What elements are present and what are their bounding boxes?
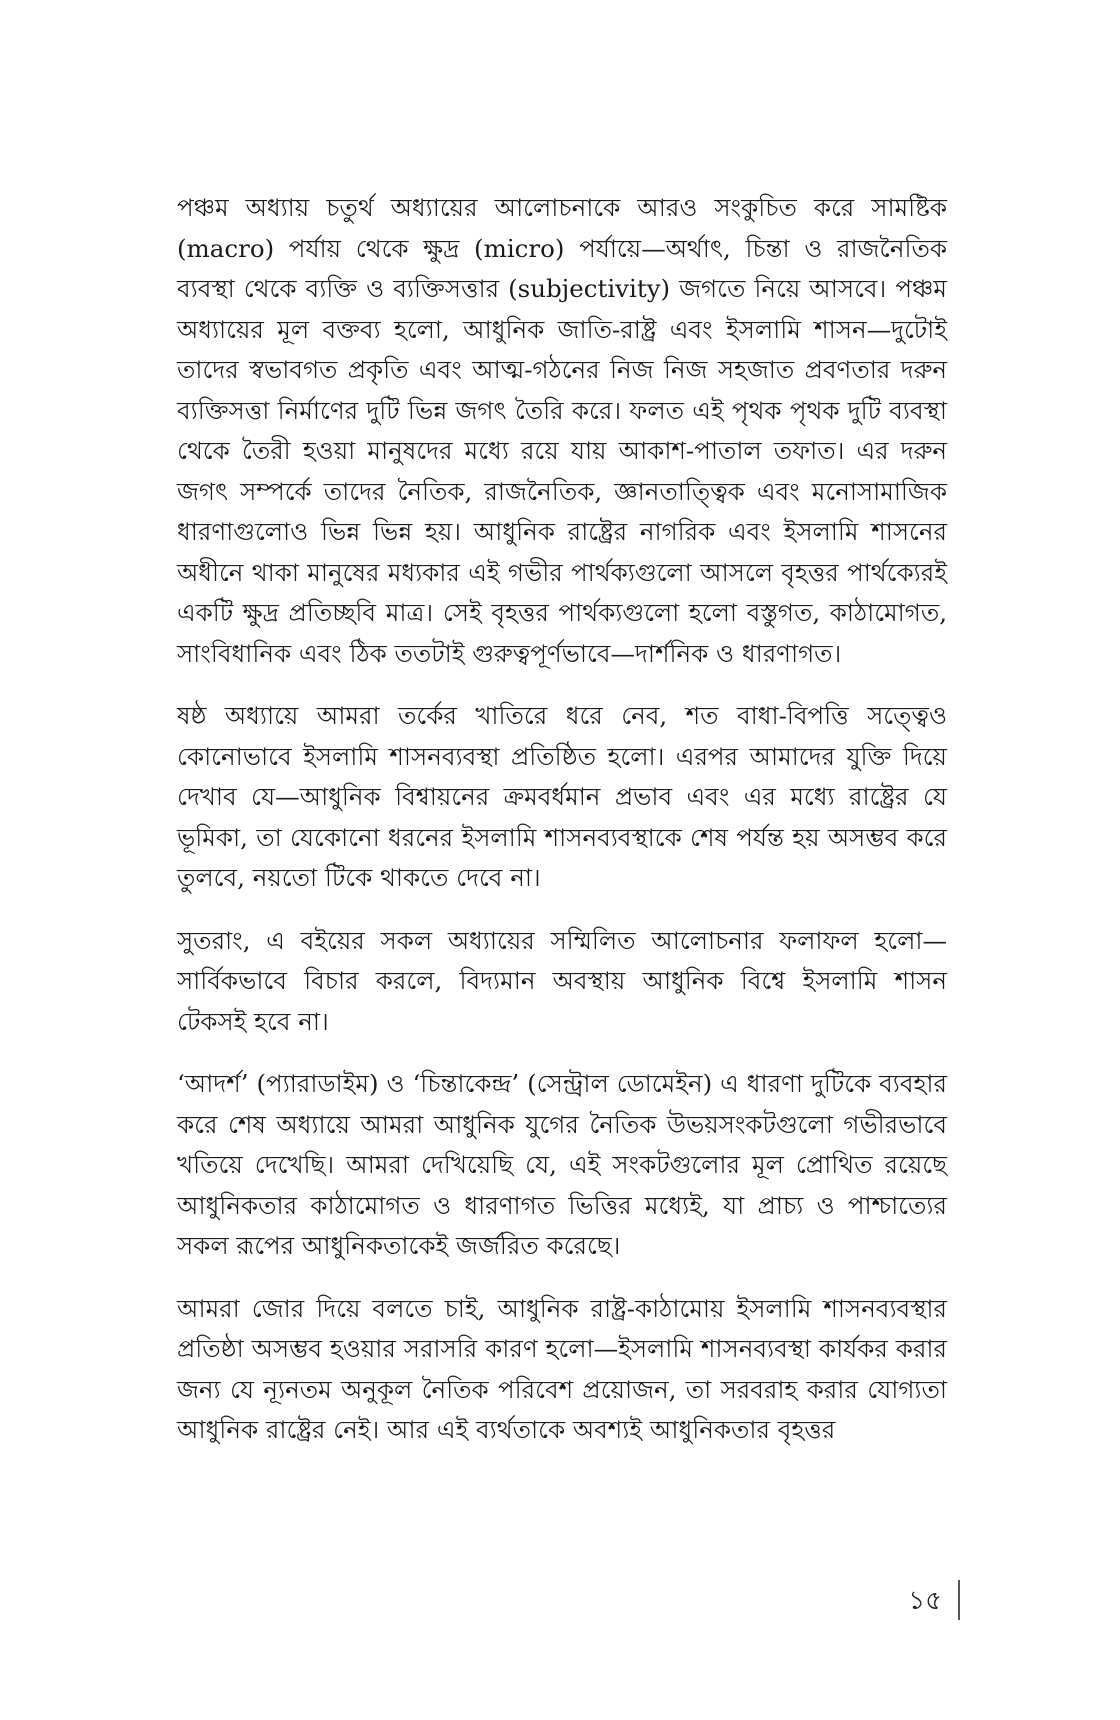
page-body bbox=[177, 188, 947, 1473]
page-footer bbox=[860, 1580, 960, 1624]
paragraph-conclusion: সুতরাং, এ বইয়ের সকল অধ্যায়ের সম্মিলিত আলোচনার ফলাফল হলো—সার্বিকভাবে বিচার করলে, বিদ্যমান অবস্থায় আধুনিক বিশ্বে ইসলামি শাসন টেকসই হবে না। bbox=[177, 925, 947, 1036]
page-number-divider bbox=[958, 1580, 960, 1620]
paragraph-emphasis: আমরা জোর দিয়ে বলতে চাই, আধুনিক রাষ্ট্র-কাঠামোয় ইসলামি শাসনব্যবস্থার প্রতিষ্ঠা অসম্ভব হওয়ার সরাসরি কারণ হলো—ইসলামি শাসনব্যবস্থা কার্যকর করার জন্য যে ন্যূনতম অনুকূল নৈতিক পরিবেশ প্রয়োজন, তা সরবরাহ করার যোগ্যতা আধুনিক রাষ্ট্রের নেই। আর এই ব্যর্থতাকে অবশ্যই আধুনিকতার বৃহত্তর bbox=[177, 1293, 947, 1444]
page-number: ১৫ bbox=[908, 1586, 942, 1616]
paragraph-last-chapter: ‘আদর্শ’ (প্যারাডাইম) ও ‘চিন্তাকেন্দ্র’ (সেন্ট্রাল ডোমেইন) এ ধারণা দুটিকে ব্যবহার করে শেষ অধ্যায়ে আমরা আধুনিক যুগের নৈতিক উভয়সংকটগুলো গভীরভাবে খতিয়ে দেখেছি। আমরা দেখিয়েছি যে, এই সংকটগুলোর মূল প্রোথিত রয়েছে আধুনিকতার কাঠামোগত ও ধারণাগত ভিত্তির মধ্যেই, যা প্রাচ্য ও পাশ্চাত্যের সকল রূপের আধুনিকতাকেই জর্জরিত করেছে। bbox=[177, 1069, 948, 1260]
paragraph-chapter-five: পঞ্চম অধ্যায় চতুর্থ অধ্যায়ের আলোচনাকে আরও সংকুচিত করে সামষ্টিক (macro) পর্যায় থেকে ক্ষুদ্র (micro) পর্যায়ে—অর্থাৎ, চিন্তা ও রাজনৈতিক ব্যবস্থা থেকে ব্যক্তি ও ব্যক্তিসত্তার (subjectivity) জগতে নিয়ে আসবে। পঞ্চম অধ্যায়ের মূল বক্তব্য হলো, আধুনিক জাতি-রাষ্ট্র এবং ইসলামি শাসন—দুটোই তাদের স্বভাবগত প্রকৃতি এবং আত্ম-গঠনের নিজ নিজ সহজাত প্রবণতার দরুন ব্যক্তিসত্তা নির্মাণের দুটি ভিন্ন জগৎ তৈরি করে। ফলত এই পৃথক পৃথক দুটি ব্যবস্থা থেকে তৈরী হওয়া মানুষদের মধ্যে রয়ে যায় আকাশ-পাতাল তফাত। এর দরুন জগৎ সম্পর্কে তাদের নৈতিক, রাজনৈতিক, জ্ঞানতাত্ত্বিক এবং মনোসামাজিক ধারণাগুলোও ভিন্ন ভিন্ন হয়। আধুনিক রাষ্ট্রের নাগরিক এবং ইসলামি শাসনের অধীনে থাকা মানুষের মধ্যকার এই গভীর পার্থক্যগুলো আসলে বৃহত্তর পার্থক্যেরই একটি ক্ষুদ্র প্রতিচ্ছবি মাত্র। সেই বৃহত্তর পার্থক্যগুলো হলো বস্তুগত, কাঠামোগত, সাংবিধানিক এবং ঠিক ততটাই গুরুত্বপূর্ণভাবে—দার্শনিক ও ধারণাগত। bbox=[177, 193, 947, 668]
paragraph-chapter-six: ষষ্ঠ অধ্যায়ে আমরা তর্কের খাতিরে ধরে নেব, শত বাধা-বিপত্তি সত্ত্বেও কোনোভাবে ইসলামি শাসনব্যবস্থা প্রতিষ্ঠিত হলো। এরপর আমাদের যুক্তি দিয়ে দেখাব যে—আধুনিক বিশ্বায়নের ক্রমবর্ধমান প্রভাব এবং এর মধ্যে রাষ্ট্রের যে ভূমিকা, তা যেকোনো ধরনের ইসলামি শাসনব্যবস্থাকে শেষ পর্যন্ত হয় অসম্ভব করে তুলবে, নয়তো টিকে থাকতে দেবে না। bbox=[177, 701, 947, 892]
